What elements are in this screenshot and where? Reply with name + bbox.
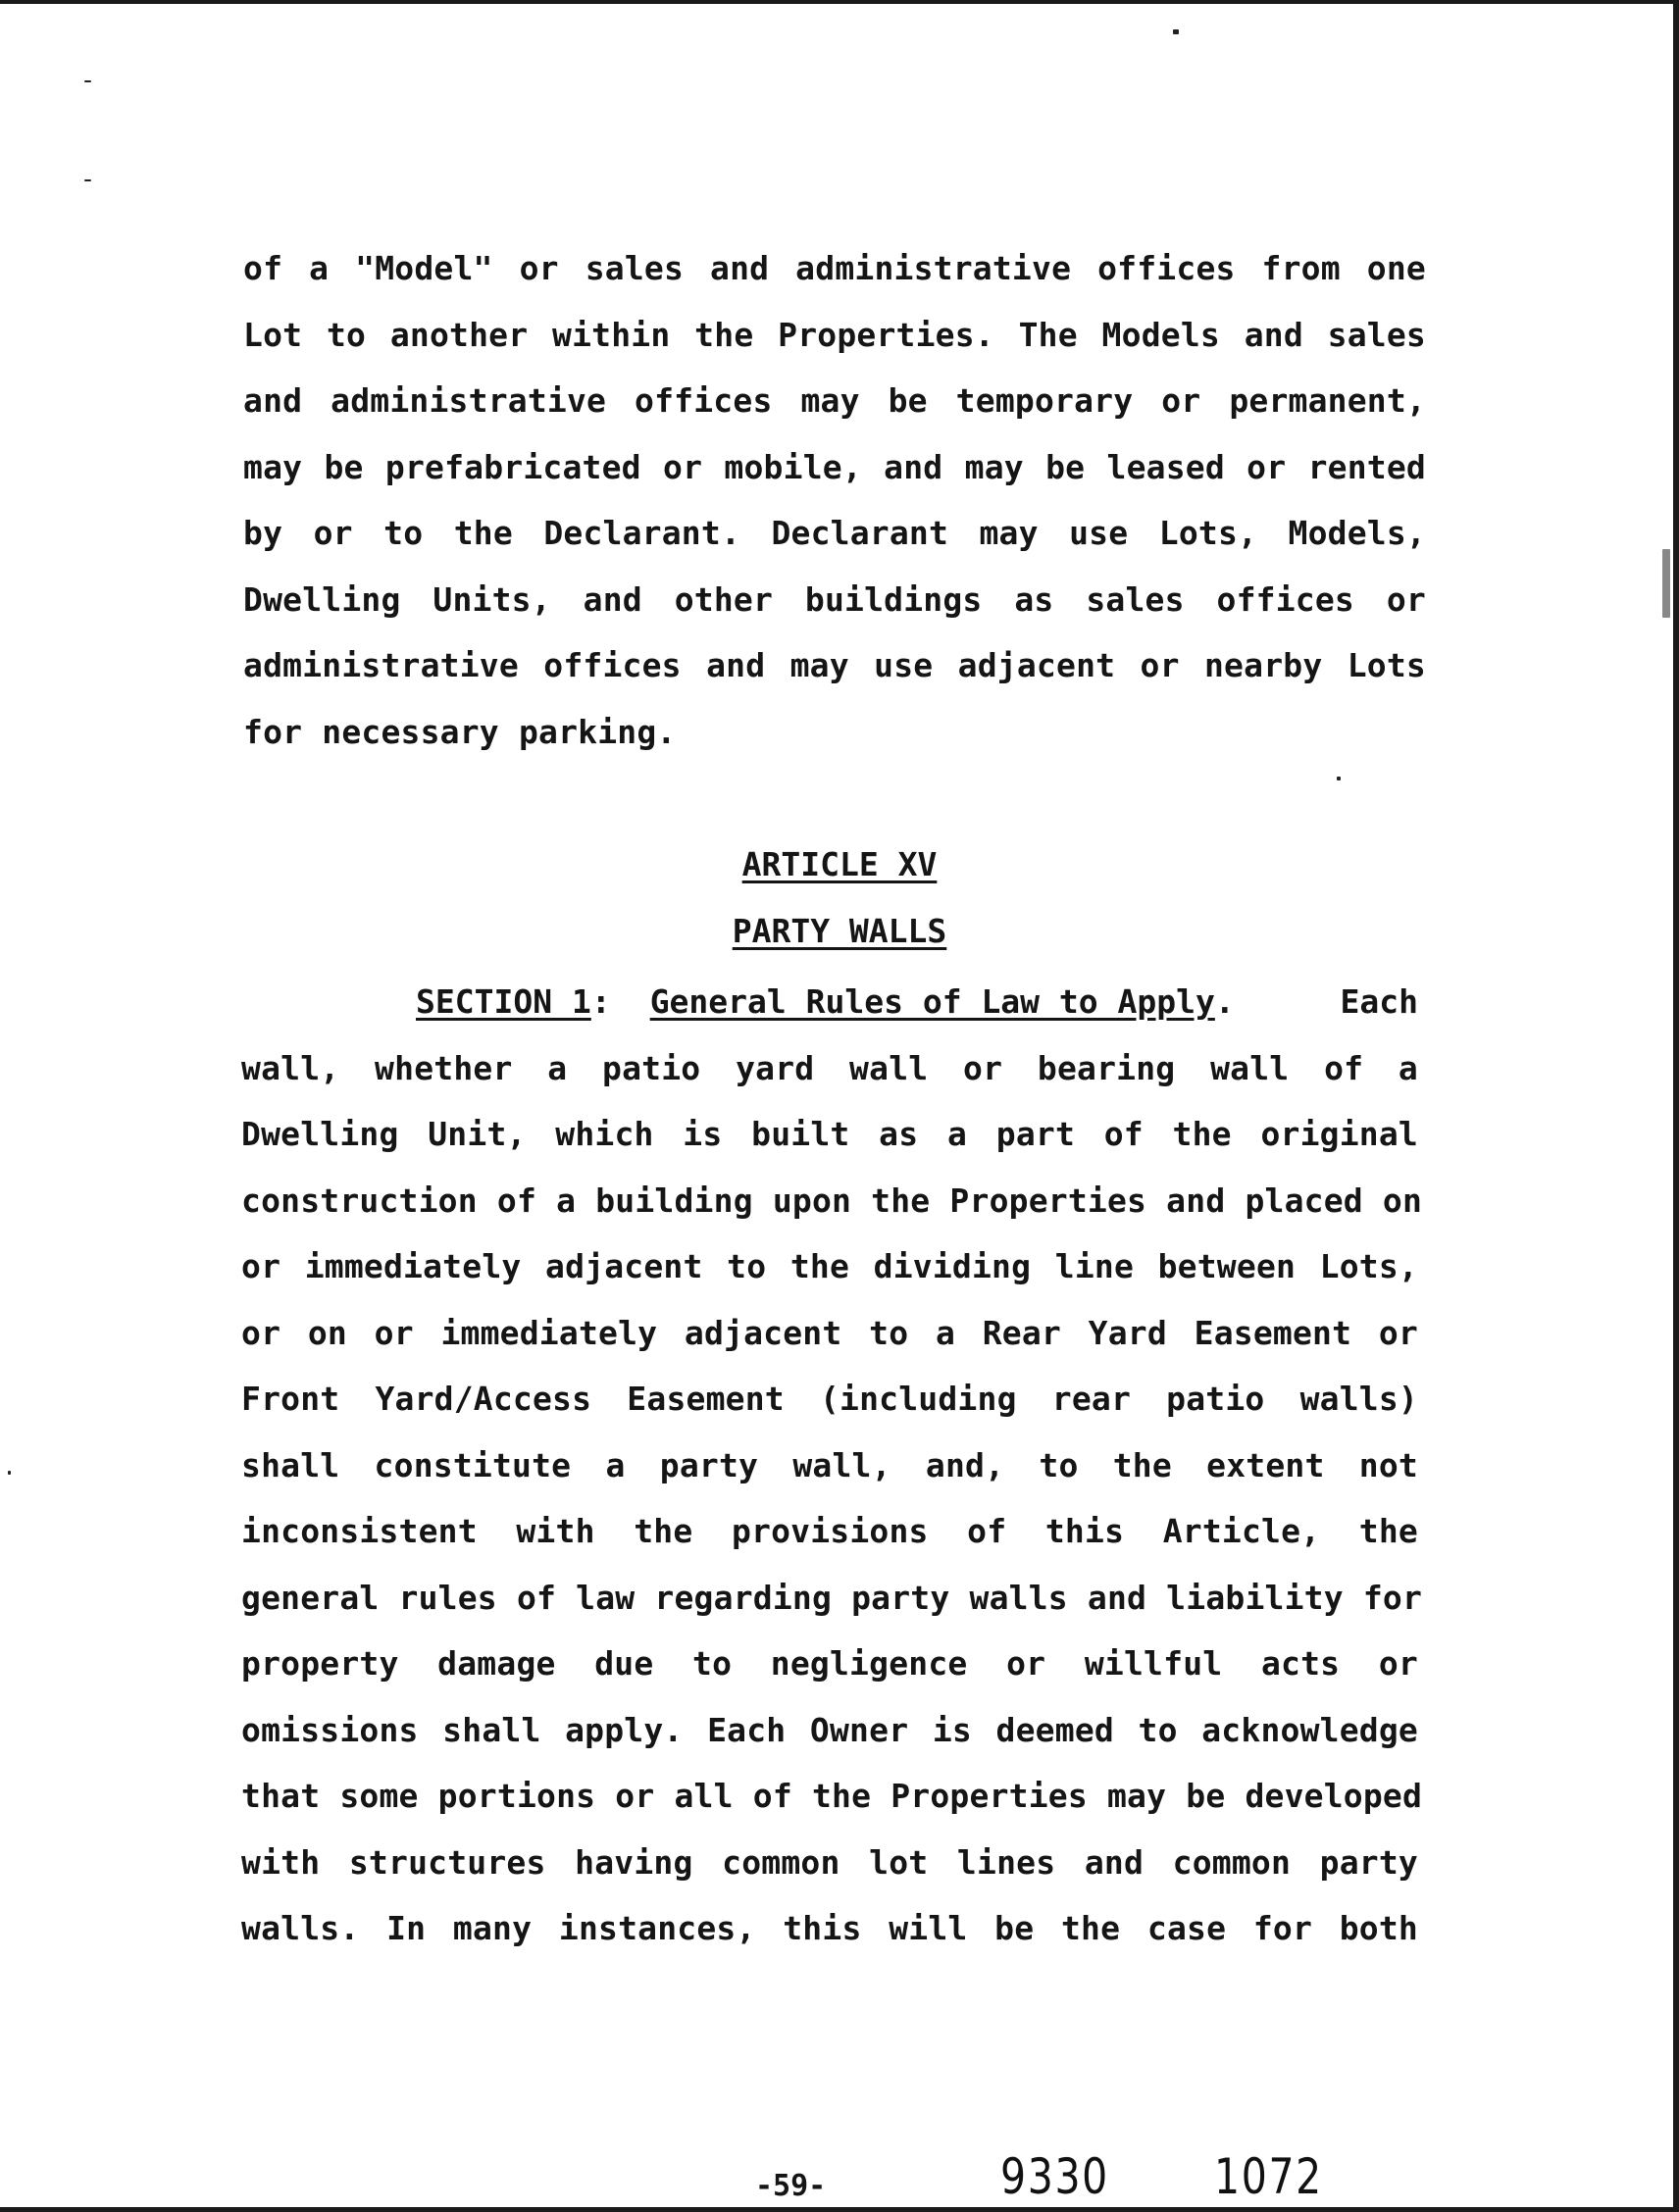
scan-speck bbox=[1337, 777, 1341, 780]
text-line: and administrative offices may be temporary or permanent, bbox=[243, 381, 1426, 420]
section-title-period: . bbox=[1214, 982, 1235, 1021]
text-line: that some portions or all of the Properties may be developed bbox=[241, 1777, 1423, 1815]
text-line: construction of a building upon the Properties and placed on bbox=[241, 1181, 1423, 1220]
text-line: Lot to another within the Properties. The Models and sales bbox=[243, 315, 1426, 354]
text-line: of a "Model" or sales and administrative offices from one bbox=[243, 249, 1426, 287]
section-colon: : bbox=[590, 982, 611, 1021]
text-line: by or to the Declarant. Declarant may use Lots, Models, bbox=[243, 514, 1426, 552]
scan-edge-right bbox=[1673, 0, 1679, 2212]
text-line: shall constitute a party wall, and, to the extent not bbox=[241, 1445, 1418, 1484]
section-heading-line bbox=[241, 969, 1418, 1035]
text-line: property damage due to negligence or willful acts or bbox=[241, 1644, 1418, 1683]
text-line: or on or immediately adjacent to a Rear Yard Easement or bbox=[241, 1313, 1418, 1352]
scan-speck bbox=[84, 80, 91, 82]
scan-edge-bottom bbox=[0, 2207, 1679, 2212]
text-line: Dwelling Unit, which is built as a part of the original bbox=[241, 1115, 1418, 1153]
text-line: may be prefabricated or mobile, and may be leased or rented bbox=[243, 447, 1426, 486]
text-line: wall, whether a patio yard wall or bearing wall of a bbox=[241, 1048, 1418, 1087]
scan-speck bbox=[8, 1471, 11, 1475]
scan-speck bbox=[84, 179, 91, 181]
text-line: administrative offices and may use adjacent or nearby Lots bbox=[243, 646, 1426, 684]
scan-edge-top bbox=[0, 0, 1679, 4]
section-first-word: Each bbox=[1340, 982, 1418, 1021]
text-line: for necessary parking. bbox=[243, 712, 677, 751]
section-1 bbox=[241, 969, 1423, 1962]
text-line: with structures having common lot lines and common party bbox=[241, 1842, 1418, 1882]
recording-stamp-book: 9330 bbox=[1000, 2148, 1109, 2205]
text-line: walls. In many instances, this will be the case for both bbox=[241, 1909, 1418, 1947]
article-title: PARTY WALLS bbox=[732, 912, 947, 950]
text-line: Front Yard/Access Easement (including rear patio walls) bbox=[241, 1380, 1418, 1418]
recording-stamp-page: 1072 bbox=[1214, 2148, 1323, 2205]
text-line: inconsistent with the provisions of this Article, the bbox=[241, 1512, 1418, 1550]
scan-speck bbox=[1662, 549, 1670, 618]
section-label: SECTION 1 bbox=[416, 982, 591, 1021]
section-title: General Rules of Law to Apply bbox=[649, 982, 1215, 1021]
text-line: general rules of law regarding party walls and liability for bbox=[241, 1578, 1423, 1617]
text-line: or immediately adjacent to the dividing line between Lots, bbox=[241, 1247, 1418, 1285]
article-number: ARTICLE XV bbox=[741, 845, 938, 883]
paragraph-continuation bbox=[243, 235, 1426, 765]
text-line: Dwelling Units, and other buildings as sales offices or bbox=[243, 579, 1426, 619]
text-line: omissions shall apply. Each Owner is deemed to acknowledge bbox=[241, 1710, 1418, 1749]
scan-speck bbox=[1173, 29, 1179, 34]
page-number: -59- bbox=[755, 2169, 827, 2203]
